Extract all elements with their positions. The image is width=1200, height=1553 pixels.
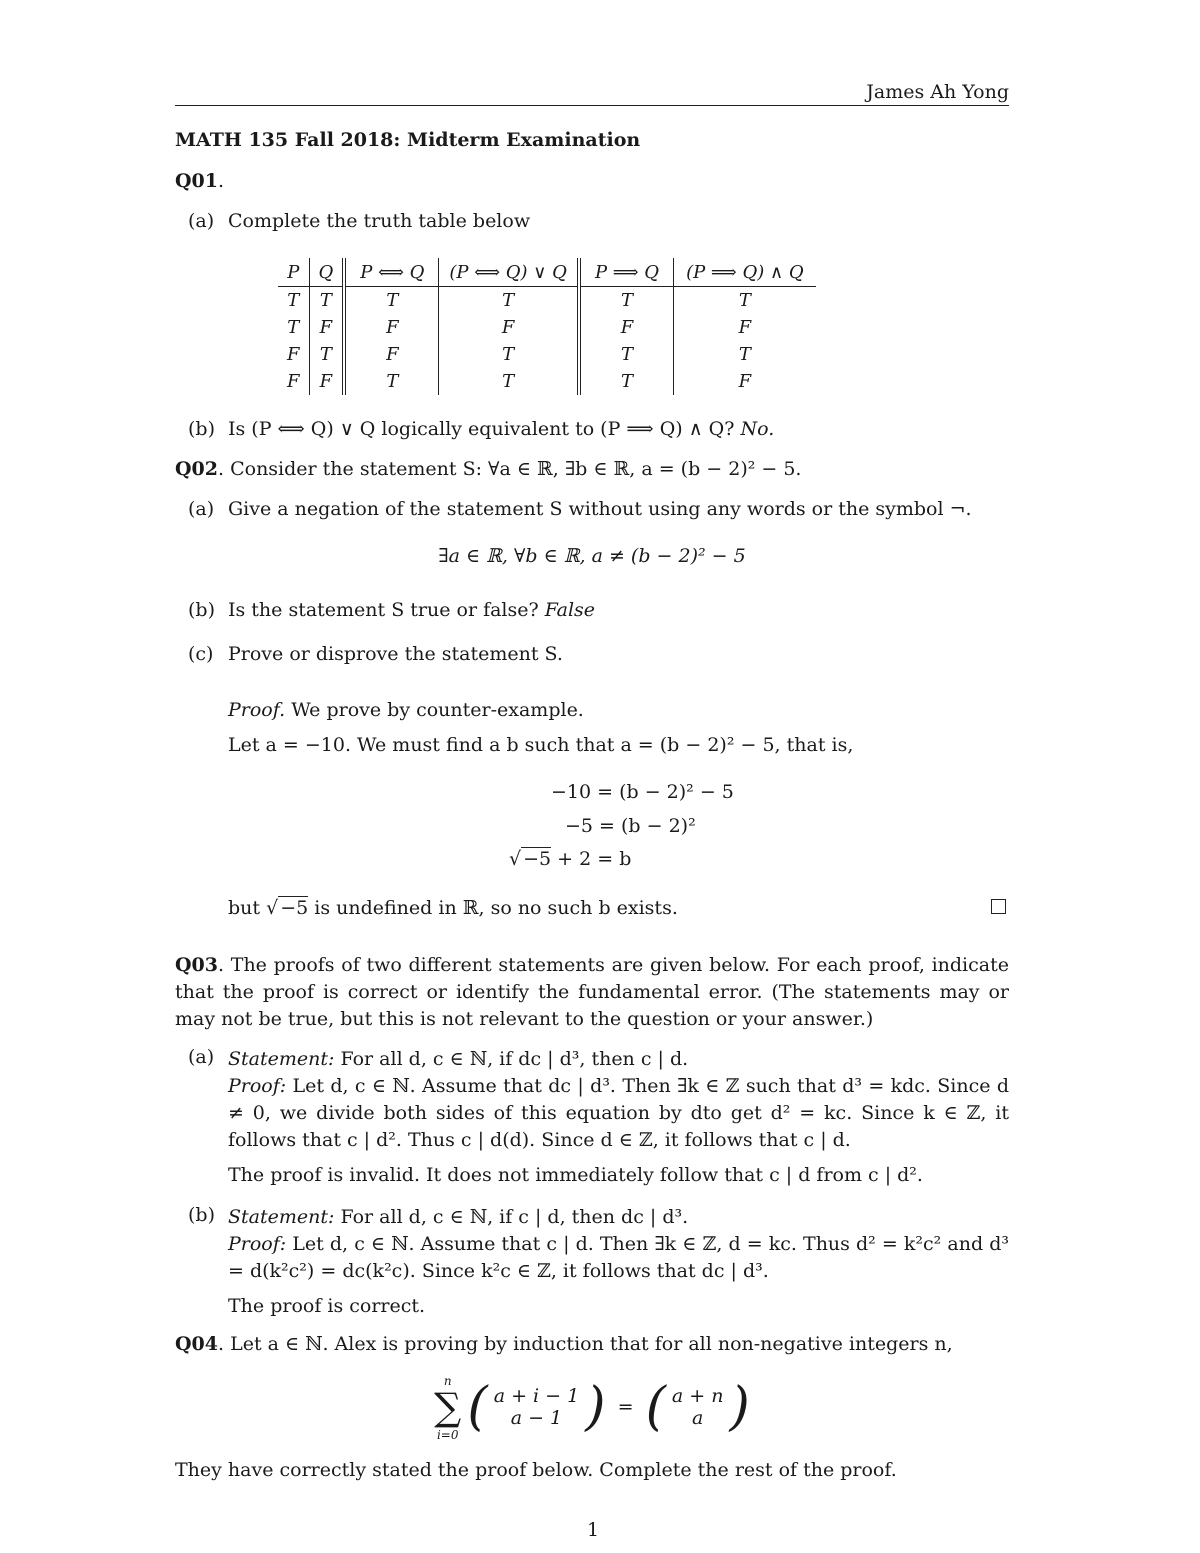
- q03-intro: Q03. The proofs of two different statements are given below. For each proof, indicate that the proof is correct or identify the fundamental error. (The statements may or may not be true, but this is not relevant to the question or your answer.): [175, 954, 1009, 1030]
- q03-intro-text: The proofs of two different statements are given below. For each proof, indicate that the proof is correct or identify the fundamental error. (The statements may or may not be true, but this is not relevant to the question or your answer.): [175, 954, 1009, 1030]
- sum-lower: i=0: [436, 1428, 459, 1442]
- table-cell: F: [287, 344, 300, 365]
- conclusion-pre: but: [228, 897, 261, 919]
- proof-line-2: Let a = −10. We must find a b such that a = (b − 2)² − 5, that is,: [228, 734, 854, 756]
- header-cell: (P ⟹ Q) ∧ Q: [674, 258, 816, 287]
- equation-3: √ −5 + 2 = b: [509, 848, 632, 870]
- paren-right: ): [729, 1377, 750, 1437]
- table-cell: F: [287, 371, 300, 392]
- equation-2: −5 = (b − 2)²: [565, 815, 696, 837]
- q01-b-text: Is (P ⟺ Q) ∨ Q logically equivalent to (P ⟹ Q) ∧ Q?: [228, 418, 735, 440]
- proof-intro: We prove by counter-example.: [291, 699, 584, 721]
- q02-c-text: Prove or disprove the statement S.: [228, 643, 563, 665]
- q03-a-answer: The proof is invalid. It does not immediately follow that c | d from c | d².: [228, 1164, 923, 1186]
- sum-upper: n: [443, 1374, 452, 1388]
- q03-a-proof: [228, 1073, 1009, 1154]
- table-cell: F: [439, 314, 579, 341]
- table-cell: T: [579, 368, 674, 395]
- statement-label: Statement:: [228, 1206, 335, 1228]
- q04-label: Q04: [175, 1333, 218, 1355]
- q03-b-label: (b): [188, 1204, 215, 1226]
- proof-conclusion: but √ −5 is undefined in ℝ, so no such b exists.: [228, 897, 678, 919]
- q03-a-statement: For all d, c ∈ ℕ, if dc | d³, then c | d.: [340, 1048, 689, 1070]
- sqrt-argument: −5: [523, 848, 552, 870]
- proof-intro-line: [228, 699, 584, 721]
- table-cell: F: [309, 368, 344, 395]
- table-cell: T: [309, 341, 344, 368]
- paren-left: (: [467, 1377, 488, 1437]
- header-cell: P: [278, 258, 309, 287]
- q01-b-answer: No.: [740, 418, 775, 440]
- table-cell: F: [674, 314, 816, 341]
- qed-symbol: [991, 899, 1006, 914]
- q03-a-proof-text: Let d, c ∈ ℕ. Assume that dc | d³. Then ∃k ∈ ℤ such that d³ = kdc. Since d ≠ 0, we divide both sides of this equation by dto get d² = kc. Since k ∈ ℤ, it follows that c | d². Thus c | d(d). Since d ∈ ℤ, it follows that c | d.: [228, 1075, 1009, 1151]
- author-name: James Ah Yong: [866, 81, 1009, 103]
- q03-b-body: [228, 1204, 1009, 1320]
- header-cell: P ⟹ Q: [579, 258, 674, 287]
- sigma-symbol: ∑: [434, 1385, 462, 1429]
- table-row: [278, 368, 816, 395]
- table-cell: T: [439, 341, 579, 368]
- q03-b-statement: For all d, c ∈ ℕ, if c | d, then dc | d³.: [340, 1206, 689, 1228]
- binom-2-top: a + n: [671, 1385, 724, 1407]
- conclusion-post: is undefined in ℝ, so no such b exists.: [314, 897, 678, 919]
- header-cell: (P ⟺ Q) ∨ Q: [439, 258, 579, 287]
- q01-b-line: [228, 418, 774, 440]
- q04-heading: Q04. Let a ∈ ℕ. Alex is proving by induction that for all non-negative integers n,: [175, 1333, 953, 1355]
- equation-1: −10 = (b − 2)² − 5: [551, 781, 734, 803]
- q03-b-answer: The proof is correct.: [228, 1295, 426, 1317]
- header-cell: Q: [309, 258, 344, 287]
- q02-intro: Consider the statement S: ∀a ∈ ℝ, ∃b ∈ ℝ, a = (b − 2)² − 5.: [230, 458, 802, 480]
- equation-3-rhs: + 2 = b: [557, 848, 632, 870]
- q02-b-text: Is the statement S true or false?: [228, 599, 539, 621]
- table-cell: F: [309, 314, 344, 341]
- binom-1-top: a + i − 1: [493, 1385, 580, 1407]
- statement-label: Statement:: [228, 1048, 335, 1070]
- q02-b-label: (b): [188, 599, 215, 621]
- q03-a-body: [228, 1046, 1009, 1189]
- table-cell: F: [579, 314, 674, 341]
- table-cell: T: [674, 341, 816, 368]
- table-cell: F: [674, 368, 816, 395]
- table-cell: T: [674, 287, 816, 315]
- summation: [434, 1372, 461, 1442]
- q02-label: Q02: [175, 458, 218, 480]
- q04-intro: Let a ∈ ℕ. Alex is proving by induction that for all non-negative integers n,: [230, 1333, 953, 1355]
- table-cell: T: [579, 287, 674, 315]
- q01-label: Q01: [175, 170, 218, 192]
- truth-table-header: [278, 258, 816, 287]
- paren-left: (: [645, 1377, 666, 1437]
- sqrt-argument: −5: [280, 897, 309, 919]
- table-cell: T: [344, 368, 439, 395]
- binom-2-bottom: a: [692, 1407, 704, 1429]
- q03-b-proof: [228, 1231, 1009, 1285]
- q03-label: Q03: [175, 954, 218, 976]
- binom-1: [494, 1385, 580, 1429]
- q02-a-answer: ∃a ∈ ℝ, ∀b ∈ ℝ, a ≠ (b − 2)² − 5: [438, 545, 746, 567]
- q02-b-answer: False: [544, 599, 596, 621]
- table-cell: F: [344, 341, 439, 368]
- proof-label: Proof:: [228, 1075, 287, 1097]
- table-cell: T: [344, 287, 439, 315]
- table-cell: T: [287, 317, 300, 338]
- table-cell: T: [579, 341, 674, 368]
- binom-2: [672, 1385, 724, 1429]
- table-cell: F: [344, 314, 439, 341]
- proof-label: Proof:: [228, 1233, 287, 1255]
- q02-c-label: (c): [188, 643, 214, 665]
- proof-label: Proof.: [228, 699, 286, 721]
- q03-b-proof-text: Let d, c ∈ ℕ. Assume that c | d. Then ∃k ∈ ℤ, d = kc. Thus d² = k²c² and d³ = d(k²c²) = dc(k²c). Since k²c ∈ ℤ, it follows that dc | d³.: [228, 1233, 1009, 1282]
- binom-1-bottom: a − 1: [510, 1407, 563, 1429]
- q03-b-statement-line: [228, 1204, 1009, 1231]
- table-row: [278, 341, 816, 368]
- page-number: 1: [587, 1519, 600, 1541]
- table-cell: T: [439, 287, 579, 315]
- q04-sum-formula: [175, 1372, 1009, 1442]
- q03-a-label: (a): [188, 1046, 215, 1068]
- truth-table: [278, 258, 816, 395]
- q04-outro: They have correctly stated the proof below. Complete the rest of the proof.: [175, 1459, 897, 1481]
- header-cell: P ⟺ Q: [344, 258, 439, 287]
- q01-heading: Q01.: [175, 170, 225, 192]
- q02-a-label: (a): [188, 498, 215, 520]
- table-row: [278, 314, 816, 341]
- q03-a-statement-line: [228, 1046, 1009, 1073]
- table-cell: T: [439, 368, 579, 395]
- q02-a-text: Give a negation of the statement S without using any words or the symbol ¬.: [228, 498, 972, 520]
- table-row: [278, 287, 816, 315]
- page-title: MATH 135 Fall 2018: Midterm Examination: [175, 129, 641, 151]
- table-cell: T: [309, 287, 344, 315]
- q01-a-label: (a): [188, 210, 215, 232]
- paren-right: ): [585, 1377, 606, 1437]
- q01-b-label: (b): [188, 418, 215, 440]
- table-cell: T: [287, 290, 300, 311]
- q02-b-line: [228, 599, 595, 621]
- q01-a-text: Complete the truth table below: [228, 210, 531, 232]
- q02-heading: Q02. Consider the statement S: ∀a ∈ ℝ, ∃b ∈ ℝ, a = (b − 2)² − 5.: [175, 458, 802, 480]
- equals-sign: =: [617, 1396, 634, 1418]
- header-rule: [175, 105, 1009, 106]
